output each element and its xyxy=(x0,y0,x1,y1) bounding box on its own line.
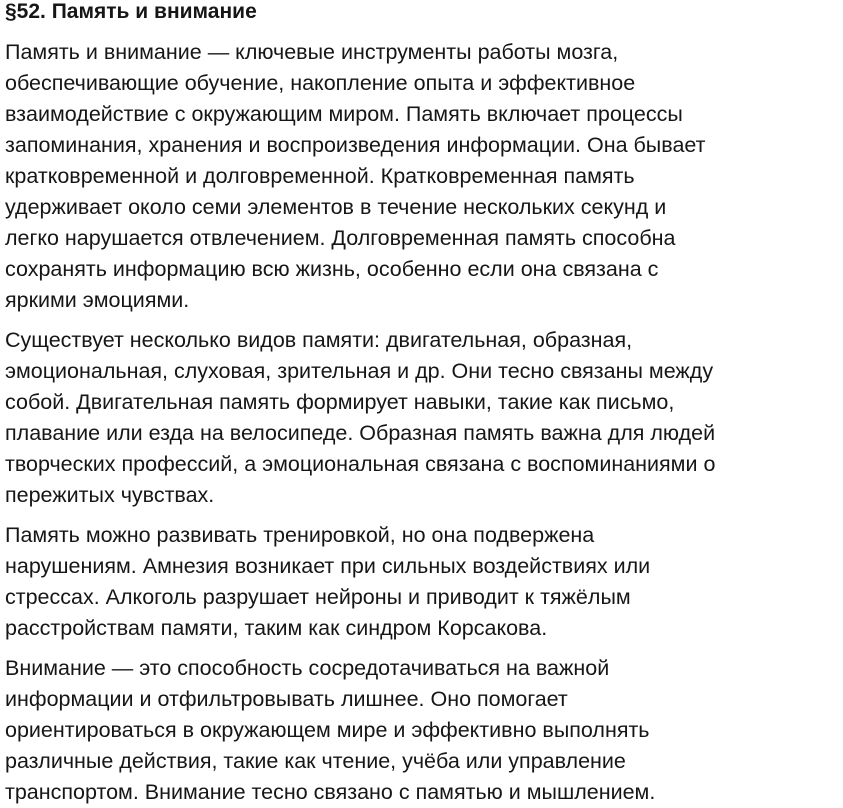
paragraph-memory-types: Существует несколько видов памяти: двигательная, образная, эмоциональная, слуховая, зрительная и др. Они тесно связаны между собой. Двигательная память формирует навыки, такие как письмо, плавание или езда на велосипеде. Образная память важна для людей творческих профессий, а эмоциональная связана с воспоминаниями о пережитых чувствах. xyxy=(5,328,716,507)
paragraph-memory-disorders: Память можно развивать тренировкой, но она подвержена нарушениям. Амнезия возникает при сильных воздействиях или стрессах. Алкоголь разрушает нейроны и приводит к тяжёлым расстройствам памяти, таким как синдром Корсакова. xyxy=(5,523,651,640)
paragraph-attention: Внимание — это способность сосредотачиваться на важной информации и отфильтровывать лишнее. Оно помогает ориентироваться в окружающем мире и эффективно выполнять различные действия, такие как чтение, учёба или управление транспортом. Внимание тесно связано с памятью и мышлением. xyxy=(5,656,656,804)
paragraph-memory-overview: Память и внимание — ключевые инструменты работы мозга, обеспечивающие обучение, накопление опыта и эффективное взаимодействие с окружающим миром. Память включает процессы запоминания, хранения и воспроизведения информации. Она бывает кратковременной и долговременной. Кратковременная память удерживает около семи элементов в течение нескольких секунд и легко нарушается отвлечением. Долговременная память способна сохранять информацию всю жизнь, особенно если она связана с яркими эмоциями. xyxy=(5,40,706,312)
section-heading: §52. Память и внимание xyxy=(5,0,257,23)
